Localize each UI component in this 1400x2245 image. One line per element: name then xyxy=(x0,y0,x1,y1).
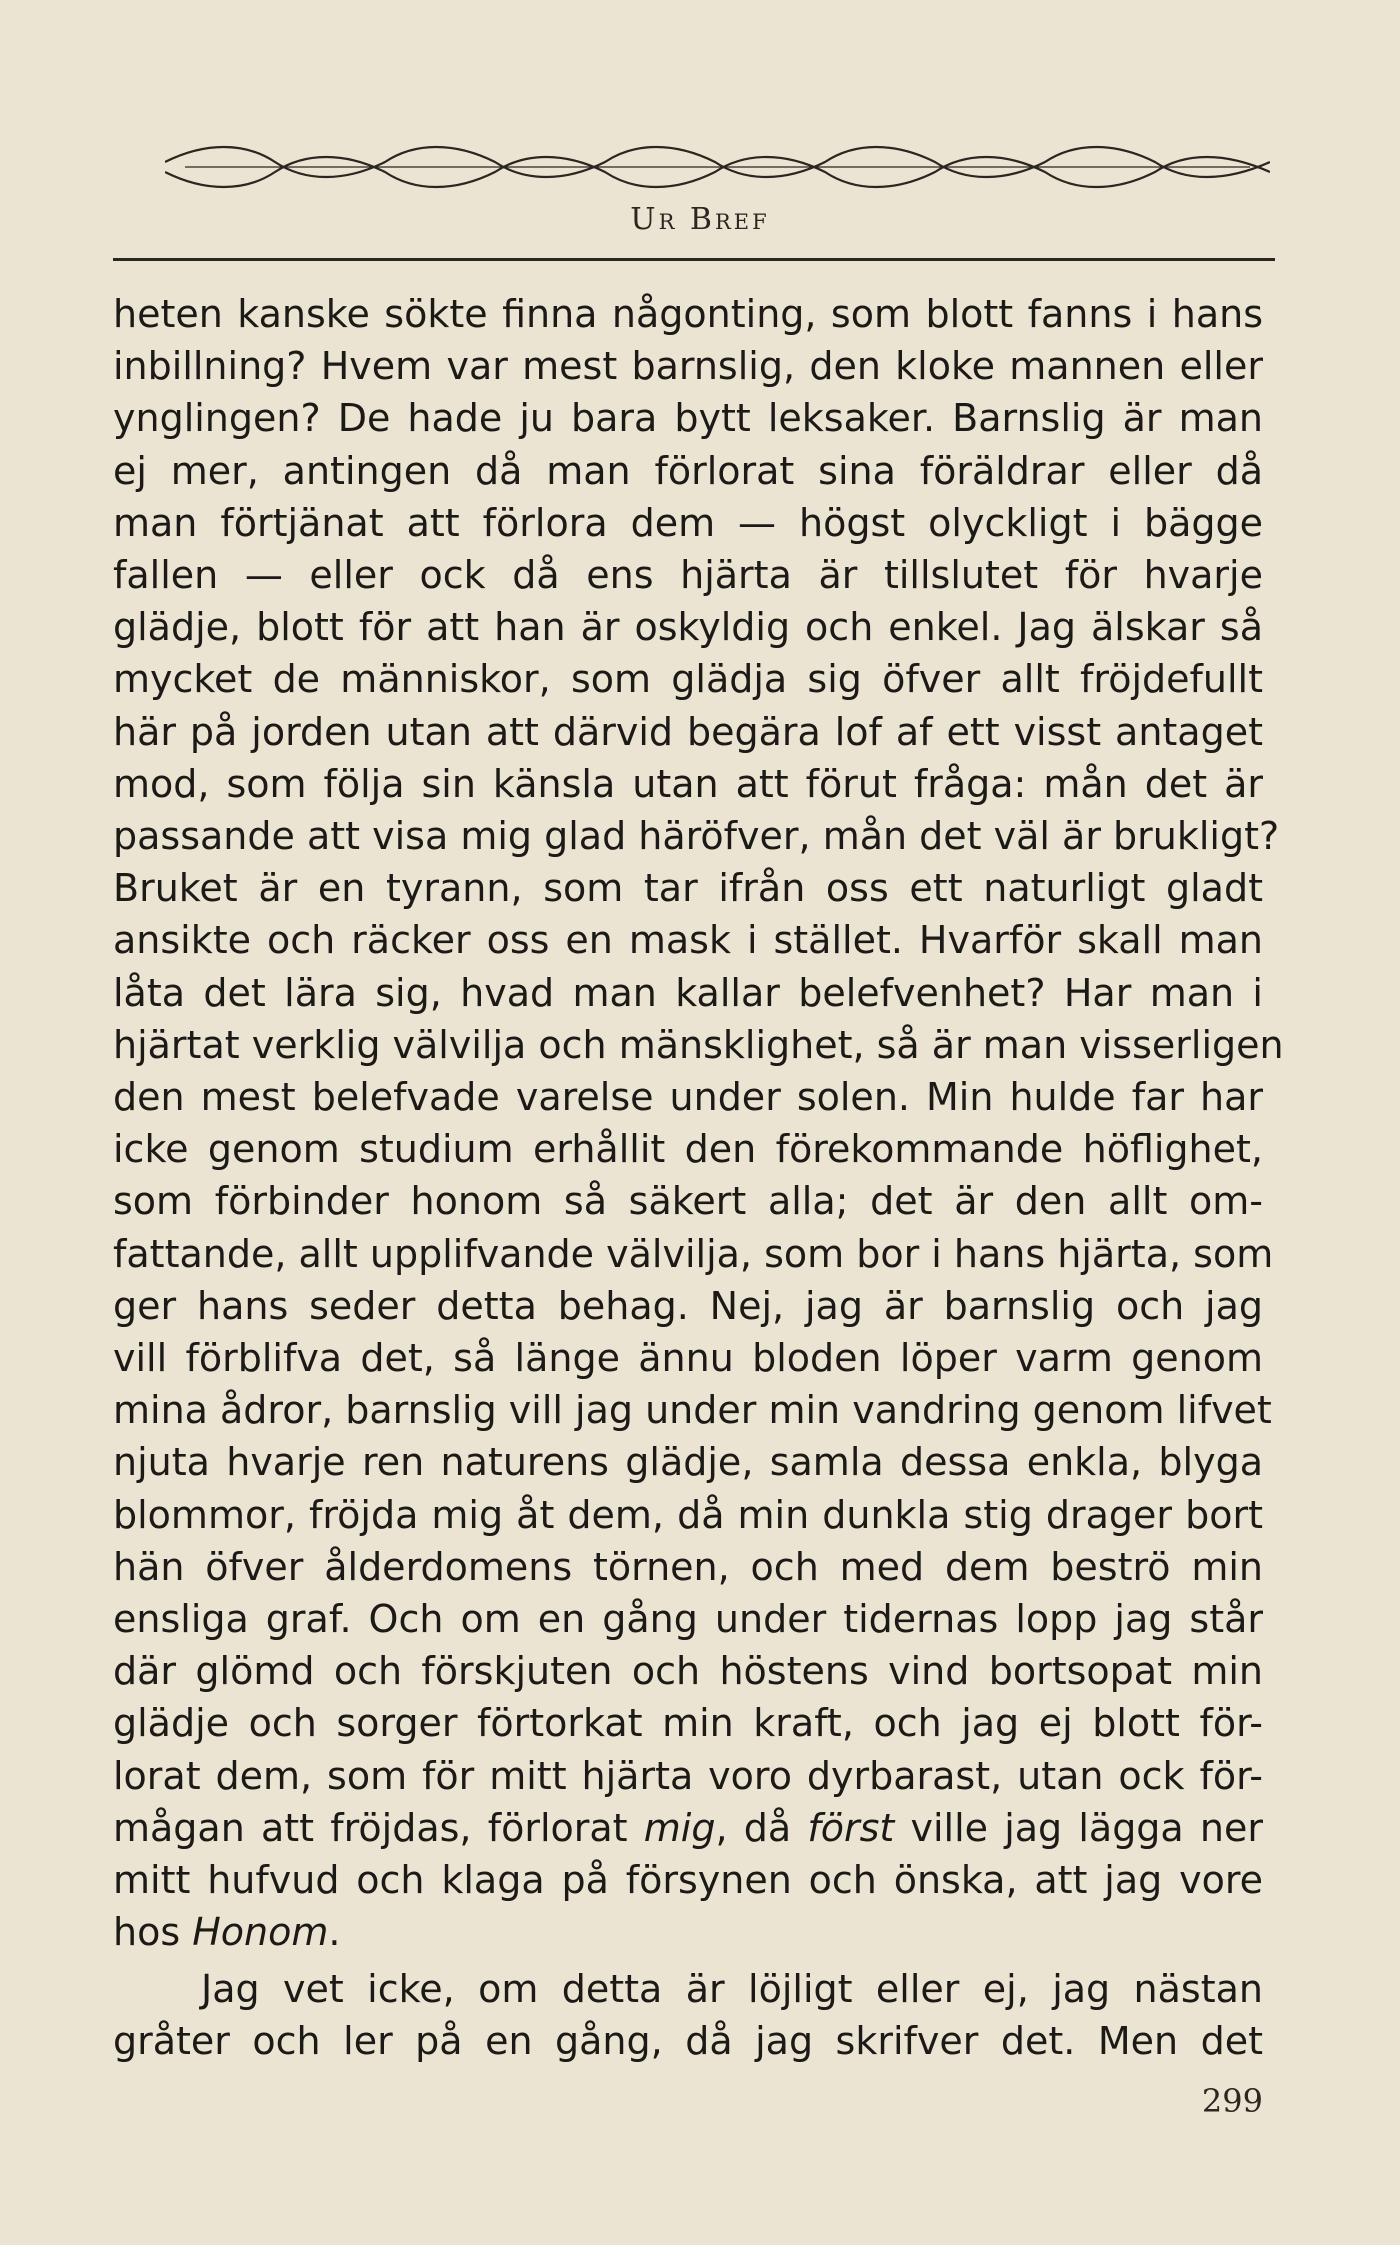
text-line: man förtjänat att förlora dem — högst olyckligt i bägge xyxy=(113,500,1263,545)
text-line: där glömd och förskjuten och höstens vind bortsopat min xyxy=(113,1649,1263,1694)
text-line: passande att visa mig glad häröfver, mån det väl är brukligt? xyxy=(113,814,1280,859)
text-line: heten kanske sökte finna någonting, som blott fanns i hans xyxy=(113,292,1263,336)
text-run: ville jag lägga ner xyxy=(894,1805,1263,1850)
text-line: mina ådror, barnslig vill jag under min vandring genom lifvet xyxy=(113,1388,1272,1433)
text-line: fallen — eller ock då ens hjärta är tillslutet för hvarje xyxy=(113,553,1263,598)
text-line: som förbinder honom så säkert alla; det är den allt om- xyxy=(113,1179,1263,1224)
text-line: glädje, blott för att han är oskyldig och enkel. Jag älskar så xyxy=(113,605,1263,650)
paragraph-1 xyxy=(113,288,1284,1959)
text-line: vill förblifva det, så länge ännu bloden löper varm genom xyxy=(113,1336,1263,1381)
text-line: njuta hvarje ren naturens glädje, samla dessa enkla, blyga xyxy=(113,1440,1263,1485)
text-line: hän öfver ålderdomens törnen, och med dem beströ min xyxy=(113,1544,1263,1589)
text-line: här på jorden utan att därvid begära lof af ett visst antaget xyxy=(113,709,1263,754)
text-line: Jag vet icke, om detta är löjligt eller ej, jag nästan xyxy=(201,1966,1263,2011)
text-line: inbillning? Hvem var mest barnslig, den kloke mannen eller xyxy=(113,344,1263,389)
text-line: glädje och sorger förtorkat min kraft, och jag ej blott för- xyxy=(113,1701,1263,1746)
text-line: mycket de människor, som glädja sig öfver allt fröjdefullt xyxy=(113,657,1263,702)
text-line: icke genom studium erhållit den förekommande höflighet, xyxy=(113,1127,1263,1172)
text-line: ynglingen? De hade ju bara bytt leksaker. Barnslig är man xyxy=(113,396,1263,441)
text-line: ansikte och räcker oss en mask i stället. Hvarför skall man xyxy=(113,918,1263,963)
text-line: gråter och ler på en gång, då jag skrifver det. Men det xyxy=(113,2018,1263,2063)
text-line xyxy=(113,1906,1263,1958)
text-line: hjärtat verklig välvilja och mänsklighet, så är man visserligen xyxy=(113,1022,1284,1067)
text-line xyxy=(113,1802,1263,1854)
italic-word: Honom xyxy=(192,1910,329,1955)
text-line: ensliga graf. Och om en gång under tidernas lopp jag står xyxy=(113,1597,1263,1642)
text-line: ger hans seder detta behag. Nej, jag är barnslig och jag xyxy=(113,1283,1263,1328)
decorative-header-ornament xyxy=(165,140,1270,195)
text-run: mågan att fröjdas, förlorat xyxy=(113,1805,644,1850)
body-text xyxy=(113,288,1284,2067)
italic-word: mig xyxy=(643,1805,716,1850)
running-head xyxy=(0,202,1400,237)
italic-word: först xyxy=(807,1805,895,1850)
text-line: låta det lära sig, hvad man kallar belefvenhet? Har man i xyxy=(113,970,1263,1015)
running-head-text: Ur Bref xyxy=(630,202,770,237)
text-line: mod, som följa sin känsla utan att förut fråga: mån det är xyxy=(113,761,1263,806)
text-line: den mest belefvade varelse under solen. Min hulde far har xyxy=(113,1075,1263,1120)
text-line: blommor, fröjda mig åt dem, då min dunkla stig drager bort xyxy=(113,1492,1263,1537)
text-line: Bruket är en tyrann, som tar ifrån oss ett naturligt gladt xyxy=(113,866,1263,911)
header-rule xyxy=(113,258,1275,261)
text-line: ej mer, antingen då man förlorat sina föräldrar eller då xyxy=(113,448,1263,493)
text-line: fattande, allt upplifvande välvilja, som bor i hans hjärta, som xyxy=(113,1231,1274,1276)
text-run: hos xyxy=(113,1910,193,1955)
text-run: , då xyxy=(715,1805,808,1850)
paragraph-2 xyxy=(113,1963,1263,2067)
text-run: . xyxy=(328,1910,341,1955)
page-number: 299 xyxy=(1201,2082,1263,2120)
text-line: lorat dem, som för mitt hjärta voro dyrbarast, utan ock för- xyxy=(113,1753,1263,1798)
text-line: mitt hufvud och klaga på försynen och önska, att jag vore xyxy=(113,1858,1263,1903)
